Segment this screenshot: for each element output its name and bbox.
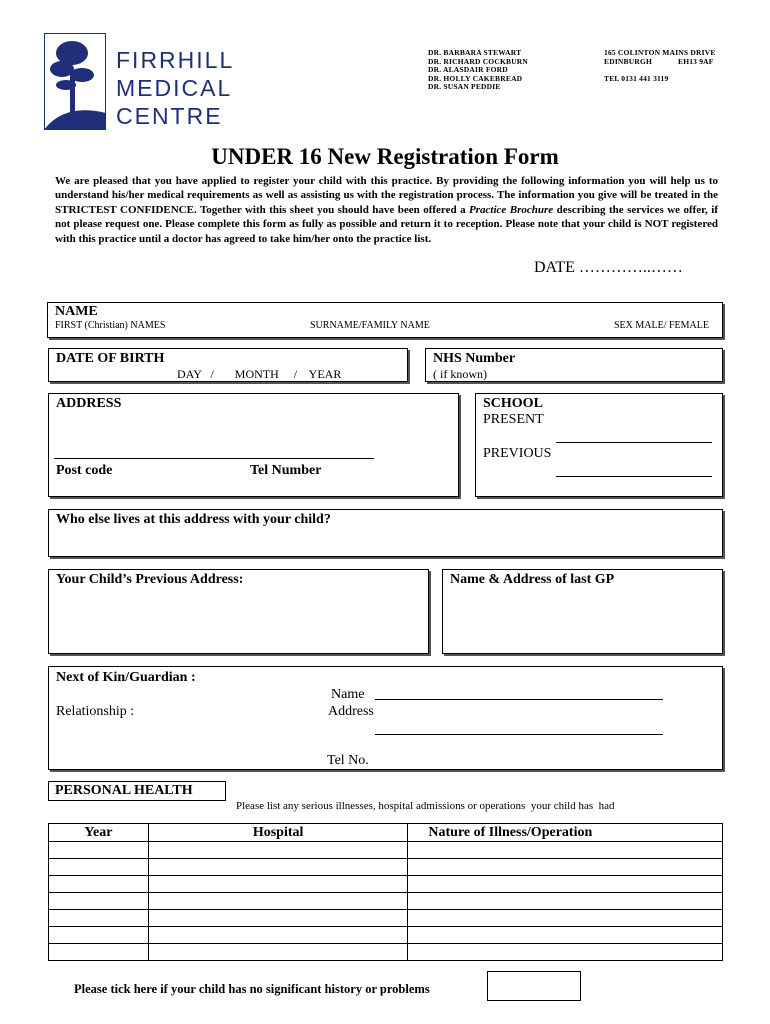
intro-brochure: Practice Brochure <box>469 203 554 216</box>
health-history-table <box>48 823 723 961</box>
school-previous-label: PREVIOUS <box>483 446 552 461</box>
table-row[interactable] <box>49 859 723 876</box>
practice-phone: TEL 0131 441 3119 <box>604 73 669 83</box>
tel-number-label: Tel Number <box>250 463 322 478</box>
sex-label: SEX MALE/ FEMALE <box>614 320 709 331</box>
previous-address-box[interactable] <box>48 569 429 654</box>
dob-box[interactable] <box>48 348 408 382</box>
doctor-3: DR. ALASDAIR FORD <box>428 65 508 74</box>
nhs-box[interactable] <box>425 348 723 382</box>
address-line <box>54 458 374 459</box>
intro-paragraph <box>55 174 718 246</box>
doctor-4: DR. HOLLY CAKEBREAD <box>428 73 523 83</box>
table-row[interactable] <box>49 910 723 927</box>
kin-name-line <box>375 699 663 700</box>
doctor-2: DR. RICHARD COCKBURN <box>428 56 529 66</box>
col-year: Year <box>49 824 149 842</box>
table-row[interactable] <box>49 842 723 859</box>
who-else-label: Who else lives at this address with your child? <box>56 512 331 527</box>
tree-icon <box>44 33 106 130</box>
dob-heading: DATE OF BIRTH <box>56 351 165 366</box>
kin-tel-label: Tel No. <box>327 753 369 768</box>
address-box[interactable] <box>48 393 459 497</box>
first-names-label: FIRST (Christian) NAMES <box>55 320 166 331</box>
logo-line-1: FIRRHILL <box>116 47 235 73</box>
logo-line-3: CENTRE <box>116 103 223 129</box>
no-history-checkbox[interactable] <box>487 971 581 1001</box>
last-gp-label: Name & Address of last GP <box>450 572 615 587</box>
school-heading: SCHOOL <box>483 396 543 411</box>
intro-part-2: describing the services we offer, if not please request one. Please complete this form as fully as possible and return it to reception. Please note that your child is NOT registered with this practice until a doctor has agreed to take him/her onto the practice list. <box>55 203 718 245</box>
postcode-label: Post code <box>56 463 113 478</box>
address-heading: ADDRESS <box>56 396 122 411</box>
table-row[interactable] <box>49 876 723 893</box>
next-of-kin-box[interactable] <box>48 666 723 770</box>
kin-relationship-label: Relationship : <box>56 704 135 719</box>
kin-heading: Next of Kin/Guardian : <box>56 670 196 685</box>
personal-health-heading: PERSONAL HEALTH <box>48 781 226 801</box>
who-else-box[interactable] <box>48 509 723 557</box>
col-hospital: Hospital <box>148 824 408 842</box>
page-title: UNDER 16 New Registration Form <box>211 144 559 169</box>
table-row[interactable] <box>49 927 723 944</box>
col-illness: Nature of Illness/Operation <box>408 824 723 842</box>
surname-label: SURNAME/FAMILY NAME <box>310 320 430 331</box>
last-gp-box[interactable] <box>442 569 723 654</box>
practice-logo <box>44 33 241 130</box>
intro-part-1: We are pleased that you have applied to register your child with this practice. By providing the following information you will help us to understand his/her medical requirements as well as assisting us with the registration process. The information you give will be treated in the STRICTEST CONFIDENCE. Together with this sheet you should have been offered a <box>55 175 718 216</box>
kin-name-label: Name <box>331 687 365 702</box>
doctor-1: DR. BARBARA STEWART <box>428 48 522 57</box>
school-box[interactable] <box>475 393 723 497</box>
doctors-list <box>428 49 528 92</box>
nhs-note: ( if known) <box>433 367 487 381</box>
address-line-1: 165 COLINTON MAINS DRIVE <box>604 48 716 57</box>
logo-line-2: MEDICAL <box>116 75 233 101</box>
address-postcode: EH13 9AF <box>678 56 714 66</box>
kin-address-line <box>375 734 663 735</box>
school-present-label: PRESENT <box>483 412 544 427</box>
practice-address <box>604 49 716 83</box>
nhs-heading: NHS Number <box>433 351 516 366</box>
date-field[interactable]: DATE …………..…… <box>534 259 683 276</box>
no-history-label: Please tick here if your child has no significant history or problems <box>74 982 430 996</box>
personal-health-instruction: Please list any serious illnesses, hospital admissions or operations your child has had <box>236 800 615 812</box>
name-box[interactable] <box>47 302 723 338</box>
kin-address-label: Address <box>328 704 374 719</box>
table-row[interactable] <box>49 893 723 910</box>
table-header-row <box>49 824 723 842</box>
school-previous-line <box>556 476 712 477</box>
doctor-5: DR. SUSAN PEDDIE <box>428 82 501 91</box>
table-row[interactable] <box>49 944 723 961</box>
address-city: EDINBURGH <box>604 56 653 66</box>
dob-parts: DAY / MONTH / YEAR <box>177 367 342 381</box>
school-present-line <box>556 442 712 443</box>
name-heading: NAME <box>55 304 98 319</box>
previous-address-label: Your Child’s Previous Address: <box>56 572 244 587</box>
